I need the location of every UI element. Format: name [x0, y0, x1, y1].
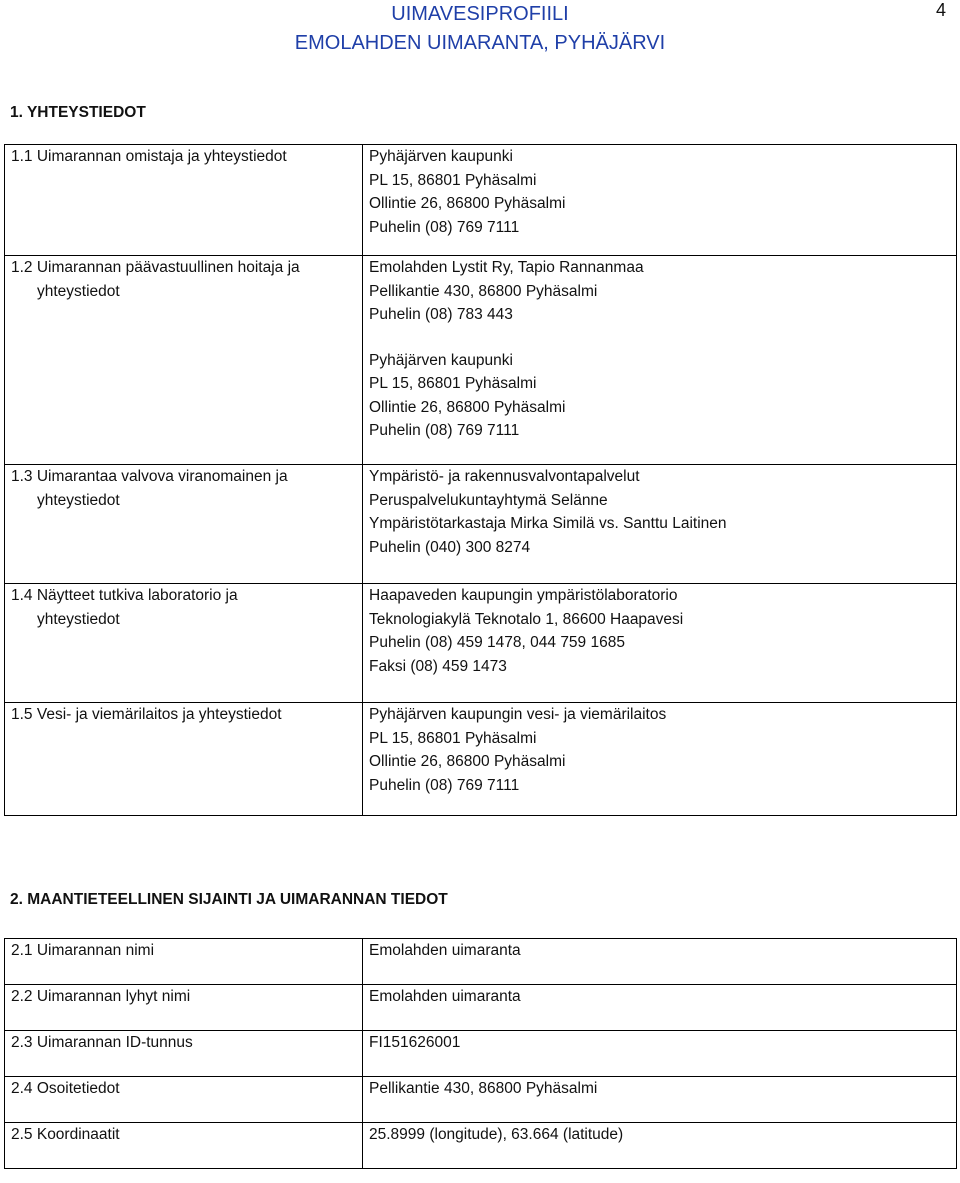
- value-spacer: [369, 327, 950, 349]
- row-value: Emolahden uimaranta: [363, 985, 957, 1031]
- row-value-line: Ollintie 26, 86800 Pyhäsalmi: [369, 398, 566, 416]
- row-label: [5, 703, 363, 816]
- row-value-line: Pyhäjärven kaupungin vesi- ja viemärilaitos: [369, 706, 667, 723]
- row-value-line: Puhelin (08) 769 7111: [369, 218, 520, 236]
- row-label: 2.4 Osoitetiedot: [5, 1077, 363, 1123]
- row-label: 2.3 Uimarannan ID-tunnus: [5, 1031, 363, 1077]
- row-value-line: Puhelin (08) 769 7111: [369, 776, 520, 794]
- row-value-line: Ympäristötarkastaja Mirka Similä vs. Santtu Laitinen: [369, 515, 727, 532]
- row-value-line: Puhelin (08) 783 443: [369, 306, 513, 323]
- row-value: [363, 584, 957, 703]
- row-value: Pellikantie 430, 86800 Pyhäsalmi: [363, 1077, 957, 1123]
- table-row: [5, 1031, 957, 1077]
- row-value-line: Puhelin (08) 459 1478, 044 759 1685: [369, 634, 625, 651]
- row-label-text: 1.3 Uimarantaa valvova viranomainen ja: [11, 468, 288, 485]
- row-label-text: 1.1 Uimarannan omistaja ja yhteystiedot: [11, 148, 287, 165]
- contact-table: [4, 144, 957, 816]
- table-row: [5, 145, 957, 256]
- row-value: FI151626001: [363, 1031, 957, 1077]
- section2-heading: 2. MAANTIETEELLINEN SIJAINTI JA UIMARANNAN TIEDOT: [10, 891, 448, 908]
- row-value-line: Ympäristö- ja rakennusvalvontapalvelut: [369, 468, 640, 485]
- row-value: 25.8999 (longitude), 63.664 (latitude): [363, 1123, 957, 1169]
- row-label: [5, 256, 363, 465]
- table-row: [5, 1123, 957, 1169]
- row-label-text: 1.4 Näytteet tutkiva laboratorio ja: [11, 587, 238, 604]
- table-row: [5, 1077, 957, 1123]
- page-number: 4: [935, 0, 946, 20]
- location-table: [4, 938, 957, 1169]
- table-row: [5, 703, 957, 816]
- row-value-line: Ollintie 26, 86800 Pyhäsalmi: [369, 753, 566, 770]
- row-value-line: Haapaveden kaupungin ympäristölaboratorio: [369, 587, 678, 604]
- table-row: [5, 939, 957, 985]
- row-value-line: PL 15, 86801 Pyhäsalmi: [369, 729, 537, 747]
- row-value-line: Pellikantie 430, 86800 Pyhäsalmi: [369, 282, 598, 300]
- row-value: [363, 256, 957, 465]
- row-value: [363, 145, 957, 256]
- row-value-line: Emolahden Lystit Ry, Tapio Rannanmaa: [369, 259, 644, 276]
- row-label: 2.2 Uimarannan lyhyt nimi: [5, 985, 363, 1031]
- row-label-text: 1.2 Uimarannan päävastuullinen hoitaja ja: [11, 259, 300, 276]
- table-row: [5, 465, 957, 584]
- row-label: [5, 584, 363, 703]
- row-value-line: Teknologiakylä Teknotalo 1, 86600 Haapavesi: [369, 610, 684, 628]
- section1-heading: 1. YHTEYSTIEDOT: [10, 104, 146, 121]
- row-label-text: 1.5 Vesi- ja viemärilaitos ja yhteystiedot: [11, 706, 282, 723]
- row-value-line: PL 15, 86801 Pyhäsalmi: [369, 171, 537, 189]
- table-row: [5, 985, 957, 1031]
- row-value: [363, 703, 957, 816]
- header-title-line2: EMOLAHDEN UIMARANTA, PYHÄJÄRVI: [294, 32, 666, 54]
- row-value-line: Pyhäjärven kaupunki: [369, 351, 513, 369]
- table-row: [5, 584, 957, 703]
- row-label-text: yhteystiedot: [37, 491, 120, 509]
- row-label: [5, 465, 363, 584]
- row-value-line: Ollintie 26, 86800 Pyhäsalmi: [369, 195, 566, 212]
- row-label: 2.5 Koordinaatit: [5, 1123, 363, 1169]
- table-row: [5, 256, 957, 465]
- row-label-text: yhteystiedot: [37, 610, 120, 628]
- row-value-line: Peruspalvelukuntayhtymä Selänne: [369, 491, 608, 509]
- row-label: [5, 145, 363, 256]
- row-value: [363, 465, 957, 584]
- row-value-line: Faksi (08) 459 1473: [369, 657, 507, 675]
- document-header: [0, 0, 960, 58]
- row-label: 2.1 Uimarannan nimi: [5, 939, 363, 985]
- row-value-line: Pyhäjärven kaupunki: [369, 148, 513, 165]
- row-value-line: Puhelin (040) 300 8274: [369, 538, 531, 556]
- row-value-line: PL 15, 86801 Pyhäsalmi: [369, 375, 537, 392]
- row-value-line: Puhelin (08) 769 7111: [369, 422, 520, 439]
- header-title-line1: UIMAVESIPROFIILI: [391, 3, 569, 25]
- row-label-text: yhteystiedot: [37, 282, 120, 300]
- row-value: Emolahden uimaranta: [363, 939, 957, 985]
